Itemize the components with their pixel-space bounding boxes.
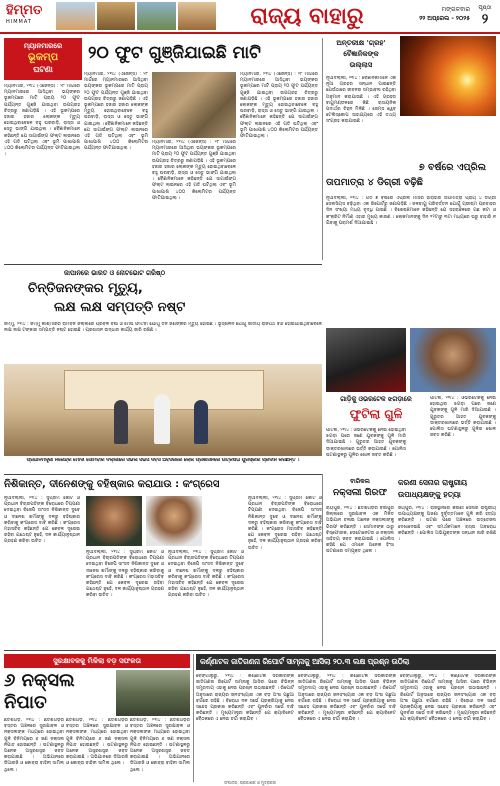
figure-right: [194, 400, 208, 444]
strip-photo-2: [97, 2, 136, 30]
pm-photo-caption: ପ୍ରଧାନମନ୍ତ୍ରୀ ନରେନ୍ଦ୍ର ମୋଦୀ ସୋମବାର ଦିଲ୍ଲୀରେ ସିଭିଲ ସର୍ଭିସ ଦିବସ ଅବସରରେ ଲୋକ ପ୍ରଶାସନରେ ଉତ୍କର୍ଷତା ପୁରସ୍କାର ପ୍ରଦାନ କରିଛନ୍ତି ।: [26, 458, 300, 463]
karnataka-body-col2: ବେଙ୍ଗାଲୁରୁ, ୨୧ା୪ : କର୍ଣ୍ଣାଟକ ସରକାରଙ୍କ ଜାତିଗଣନା ରିପୋର୍ଟ ସାମ୍ନାକୁ ଆସିବା ପରେ ବିଭିନ୍ନ ସମ୍ପ୍ରଦାୟ ଏହାକୁ ନେଇ ପ୍ରଶ୍ନ ଉଠାଇଛନ୍ତି । ରିପୋର୍ଟ ଅନୁସାରେ ରାଜ୍ୟର ଜନସଂଖ୍ୟାର ଏକ ବଡ଼ ଅଂଶ ପଛୁଆ ବର୍ଗରେ ରହିଛି । ବିରୋଧୀ ଦଳ ସର୍ଭେ ପ୍ରକ୍ରିୟାକୁ ନେଇ ସନ୍ଦେହ ପ୍ରକାଶ କରିଛନ୍ତି ଏବଂ ପୁନର୍ବାର ସର୍ଭେ ଦାବି କରିଛନ୍ତି । ମୁଖ୍ୟମନ୍ତ୍ରୀ କହିଛନ୍ତି ଯେ କ୍ୟାବିନେଟ ବୈଠକରେ ଏ ନେଇ ଚର୍ଚ୍ଚା କରାଯିବ ।: [298, 674, 396, 723]
science-body: ନୂଆଦିଲ୍ଲୀ, ୨୧ା୪ : ବୈଜ୍ଞାନିକମାନେ ଏକ ନୂଆ ଗ୍ରହର ସନ୍ଧାନ ପାଇଛନ୍ତି ଯେଉଁଠାରେ ଜୀବନର ସମ୍ଭାବନା ରହିଥିବା ଅନୁମାନ କରାଯାଉଛି । ଏହି ଗ୍ରହର ବାୟୁମଣ୍ଡଳରେ କିଛି ରାସାୟନିକ ପଦାର୍ଥର ଚିହ୍ନ ମିଳିଛି । ଜେମ୍ସ ୱେବ୍ ଟେଲିସ୍କୋପ ସାହାଯ୍ୟରେ ଏହି ତଥ୍ୟ ସଂଗ୍ରହ କରାଯାଇଛି ।: [326, 76, 396, 125]
nishikant-photo: [86, 496, 142, 546]
pm-headline-block: [4, 268, 322, 320]
congress-body-col1: ନୂଆଦିଲ୍ଲୀ, ୨୧ା୪ : ସୁପ୍ରିମ କୋର୍ଟ ଓ ପ୍ରଧାନ ବିଚାରପତିଙ୍କ ବିରୋଧରେ ଟିପ୍ପଣୀ ଦେଇଥିବା ବିଜେପି ସାଂସଦ ନିଶିକାନ୍ତ ଦୁବେ ଓ ଦୀନେଶ ଶର୍ମାଙ୍କୁ ଦଳରୁ ବହିଷ୍କାର କରିବାକୁ କଂଗ୍ରେସ ଦାବି କରିଛି । କଂଗ୍ରେସ ମହାସଚିବ କହିଛନ୍ତି ଯେ କେବଳ ଦୂରେଇ ରହିବା ଯଥେଷ୍ଟ ନୁହେଁ, ଦଳ କାର୍ଯ୍ୟାନୁଷ୍ଠାନ ଗ୍ରହଣ କରିବା ଉଚିତ ।: [4, 496, 80, 545]
pm-figure: [154, 394, 170, 444]
figure-left: [114, 400, 128, 444]
pm-headline-line3: ଲକ୍ଷ ଲକ୍ଷ ସମ୍ପତ୍ତି ନଷ୍ଟ: [54, 300, 186, 315]
masthead-date: ୨୨ ଅପ୍ରେଲ - ୨୦୨୫: [419, 15, 470, 22]
footer-publisher: ସଂପାଦକ, ପ୍ରକାଶକ ଓ ମୁଦ୍ରାକର: [224, 780, 276, 785]
column-divider: [322, 474, 323, 646]
quake-headline: ୨୦ ଫୁଟ ଗୁଞ୍ଜିଯାଇଛି ମାଟି: [88, 43, 261, 63]
quake-kicker-line3: ଘଟଣା: [33, 65, 53, 74]
quake-body-col3: ମ୍ୟାନମାର, ୨୧ା୪ (ଏଜେନ୍ସି) : ୨୮ ମାର୍ଚ୍ଚରେ ମ୍ୟାନମାରରେ ଆସିଥିବା ଭୟଙ୍କର ଭୂକମ୍ପରେ ମାଟି ପ୍ରାୟ ୨୦ ଫୁଟ ପର୍ଯ୍ୟନ୍ତ ଗୁଞ୍ଜି ଯାଇଥିବା ଉପଗ୍ରହ ଚିତ୍ରରୁ ଜଣାପଡ଼ିଛି । ଏହି ଭୂକମ୍ପରେ ହଜାର ହଜାର ଲୋକଙ୍କ ମୃତ୍ୟୁ ହୋଇଥିବାବେଳେ ବହୁ ଘରବାଡ଼ି, ରାସ୍ତା ଓ ସେତୁ ଭାଙ୍ଗି ଯାଇଥିଲା । ବୈଜ୍ଞାନିକମାନେ କହିଛନ୍ତି ଯେ ସାଗାଇଁଙ୍ଗ ଫଲ୍ଟ ଲାଇନରେ ଏହି ଗତି ଘଟିଥିଲା ଏବଂ ଭୂମି ପାଖାପାଖି ୪୦୦ କିଲୋମିଟର ପର୍ଯ୍ୟନ୍ତ ଫାଟିଯାଇଥିଲା ।: [152, 140, 236, 201]
quake-kicker-line2: ଭୂକମ୍ପ: [27, 52, 59, 63]
quake-body-col2: ମ୍ୟାନମାର, ୨୧ା୪ (ଏଜେନ୍ସି) : ୨୮ ମାର୍ଚ୍ଚରେ ମ୍ୟାନମାରରେ ଆସିଥିବା ଭୟଙ୍କର ଭୂକମ୍ପରେ ମାଟି ପ୍ରାୟ ୨୦ ଫୁଟ ପର୍ଯ୍ୟନ୍ତ ଗୁଞ୍ଜି ଯାଇଥିବା ଉପଗ୍ରହ ଚିତ୍ରରୁ ଜଣାପଡ଼ିଛି । ଏହି ଭୂକମ୍ପରେ ହଜାର ହଜାର ଲୋକଙ୍କ ମୃତ୍ୟୁ ହୋଇଥିବାବେଳେ ବହୁ ଘରବାଡ଼ି, ରାସ୍ତା ଓ ସେତୁ ଭାଙ୍ଗି ଯାଇଥିଲା । ବୈଜ୍ଞାନିକମାନେ କହିଛନ୍ତି ଯେ ସାଗାଇଁଙ୍ଗ ଫଲ୍ଟ ଲାଇନରେ ଏହି ଗତି ଘଟିଥିଲା ଏବଂ ଭୂମି ପାଖାପାଖି ୪୦୦ କିଲୋମିଟର ପର୍ଯ୍ୟନ୍ତ ଫାଟିଯାଇଥିଲା ।: [84, 72, 148, 152]
pm-headline-line1: ଜାପାନରେ ଭାରତ ଓ ନୋଟଭୋଟ ଗରିଷ୍ଠ: [64, 269, 166, 277]
science-headline-line1: ଅନ୍ତରୀକ୍ଷ 'ଗ୍ରହ': [336, 39, 386, 47]
masthead-date-box: [400, 5, 470, 29]
naxal-body-col1: ଛତିଶଗଡ଼, ୨୧ା୪ : ଛତିଶଗଡ଼ର ବସ୍ତର ଅଞ୍ଚଳରେ ସୁରକ୍ଷାବଳ ଓ ନକ୍ସଲଙ୍କ ମଧ୍ୟରେ ହୋଇଥିବା ଗୁଳି ବିନିମୟରେ ୬ ଜଣ ନକ୍ସଲ ନିପାତ ହୋଇଛନ୍ତି । ଘଟଣାସ୍ଥଳରୁ ଅନେକ ଅସ୍ତ୍ରଶସ୍ତ୍ର ଜବତ କରାଯାଇଛି । ଅଭିଯାନରେ ଡିଆରଜି ଓ କୋବ୍ରା ବାହିନୀ ସାମିଲ ଥିଲେ ।: [4, 718, 64, 773]
science-headline-line2: ବୈଜ୍ଞାନିକଙ୍କ: [343, 50, 379, 58]
section-divider: [4, 474, 322, 475]
column-divider: [322, 38, 323, 260]
masthead-weekday: ମଙ୍ଗଳବାର: [441, 6, 470, 13]
science-headline: [326, 38, 396, 74]
arrest-kicker: ବାରିକଲ: [350, 478, 370, 485]
naxal-headline-line1: ୬ ନକ୍ସଲ: [4, 670, 75, 691]
victim-portrait: [410, 328, 496, 392]
arrest-body: ରାୟପୁର, ୨୧ା୪ : ଛତିଶଗଡ଼ର ବିଜାପୁର ଜିଲ୍ଲାରେ ସୁରକ୍ଷାବଳ ଏକ ମିଳିତ ଅଭିଯାନ ଚଳାଇ ଅନେକ ନକ୍ସଲୀଙ୍କୁ ଗିରଫ କରିଛନ୍ତି । ସେମାନଙ୍କ ଠାରୁ ବିସ୍ଫୋରକ, ଡେଟୋନେଟର ଓ ନକ୍ସଲ ସାହିତ୍ୟ ଜବତ କରାଯାଇଛି । ପୋଲିସ କହିଛି ଯେ ଏମାନେ ଅନେକ ହିଂସା ଘଟଣାରେ ସମ୍ପୃକ୍ତ ଥିଲେ ।: [326, 506, 394, 555]
strip-photo-4: [178, 2, 217, 30]
strip-photo-1: [56, 2, 95, 30]
naxal-headline: [4, 670, 114, 714]
congress-headline: ନିଶିକାନ୍ତ, ଦୀନେଶଙ୍କୁ ବହିଷ୍କାର କରାଯାଉ : କଂଗ୍ରେସ: [4, 479, 220, 490]
page-number-label: ପୃଷ୍ଠା: [478, 5, 492, 11]
karnataka-body-col1: ବେଙ୍ଗାଲୁରୁ, ୨୧ା୪ : କର୍ଣ୍ଣାଟକ ସରକାରଙ୍କ ଜାତିଗଣନା ରିପୋର୍ଟ ସାମ୍ନାକୁ ଆସିବା ପରେ ବିଭିନ୍ନ ସମ୍ପ୍ରଦାୟ ଏହାକୁ ନେଇ ପ୍ରଶ୍ନ ଉଠାଇଛନ୍ତି । ରିପୋର୍ଟ ଅନୁସାରେ ରାଜ୍ୟର ଜନସଂଖ୍ୟାର ଏକ ବଡ଼ ଅଂଶ ପଛୁଆ ବର୍ଗରେ ରହିଛି । ବିରୋଧୀ ଦଳ ସର୍ଭେ ପ୍ରକ୍ରିୟାକୁ ନେଇ ସନ୍ଦେହ ପ୍ରକାଶ କରିଛନ୍ତି ଏବଂ ପୁନର୍ବାର ସର୍ଭେ ଦାବି କରିଛନ୍ତି । ମୁଖ୍ୟମନ୍ତ୍ରୀ କହିଛନ୍ତି ଯେ କ୍ୟାବିନେଟ ବୈଠକରେ ଏ ନେଇ ଚର୍ଚ୍ଚା କରାଯିବ ।: [196, 674, 294, 723]
quake-body-col4: ମ୍ୟାନମାର, ୨୧ା୪ (ଏଜେନ୍ସି) : ୨୮ ମାର୍ଚ୍ଚରେ ମ୍ୟାନମାରରେ ଆସିଥିବା ଭୟଙ୍କର ଭୂକମ୍ପରେ ମାଟି ପ୍ରାୟ ୨୦ ଫୁଟ ପର୍ଯ୍ୟନ୍ତ ଗୁଞ୍ଜି ଯାଇଥିବା ଉପଗ୍ରହ ଚିତ୍ରରୁ ଜଣାପଡ଼ିଛି । ଏହି ଭୂକମ୍ପରେ ହଜାର ହଜାର ଲୋକଙ୍କ ମୃତ୍ୟୁ ହୋଇଥିବାବେଳେ ବହୁ ଘରବାଡ଼ି, ରାସ୍ତା ଓ ସେତୁ ଭାଙ୍ଗି ଯାଇଥିଲା । ବୈଜ୍ଞାନିକମାନେ କହିଛନ୍ତି ଯେ ସାଗାଇଁଙ୍ଗ ଫଲ୍ଟ ଲାଇନରେ ଏହି ଗତି ଘଟିଥିଲା ଏବଂ ଭୂମି ପାଖାପାଖି ୪୦୦ କିଲୋମିଟର ପର୍ଯ୍ୟନ୍ତ ଫାଟିଯାଇଥିଲା ।: [240, 72, 318, 140]
heat-body: ନୂଆଦିଲ୍ଲୀ, ୨୧ା୪ : ଗତ ୭ ବର୍ଷରେ ଏପ୍ରିଲ ମାସର ହାରାହାରି ତାପମାତ୍ରା ପ୍ରାୟ ୪ ଡିଗ୍ରୀ ସେଲସିୟସ ବଢ଼ିଥିବା ଏକ ରିପୋର୍ଟରୁ ଜଣାପଡ଼ିଛି । ଜଳବାୟୁ ପରିବର୍ତ୍ତନ ଯୋଗୁଁ ଗ୍ରୀଷ୍ମ ପ୍ରବାହର ଦିନ ସଂଖ୍ୟା ମଧ୍ୟ ବୃଦ୍ଧି ପାଇଛି । ବିଶେଷଜ୍ଞମାନେ କହିଛନ୍ତି ଯେ ସହରାଞ୍ଚଳରେ ଗଛ କଟା ଓ କଂକ୍ରିଟ ନିର୍ମାଣ ଏହାର ମୁଖ୍ୟ କାରଣ । ଲୋକମାନଙ୍କୁ ଦିନ ୧୨ଟାରୁ ୩ଟା ମଧ୍ୟରେ ଘରୁ ବାହାରି ନ ଯିବାକୁ ପରାମର୍ଶ ଦିଆଯାଇଛି ।: [326, 196, 496, 226]
pistol-photo: [326, 328, 406, 392]
section-divider: [4, 650, 496, 651]
quake-kicker-line1: ମ୍ୟାନମାରରେ: [23, 42, 63, 50]
quake-body-col1: ମ୍ୟାନମାର, ୨୧ା୪ (ଏଜେନ୍ସି) : ୨୮ ମାର୍ଚ୍ଚରେ ମ୍ୟାନମାରରେ ଆସିଥିବା ଭୟଙ୍କର ଭୂକମ୍ପରେ ମାଟି ପ୍ରାୟ ୨୦ ଫୁଟ ପର୍ଯ୍ୟନ୍ତ ଗୁଞ୍ଜି ଯାଇଥିବା ଉପଗ୍ରହ ଚିତ୍ରରୁ ଜଣାପଡ଼ିଛି । ଏହି ଭୂକମ୍ପରେ ହଜାର ହଜାର ଲୋକଙ୍କ ମୃତ୍ୟୁ ହୋଇଥିବାବେଳେ ବହୁ ଘରବାଡ଼ି, ରାସ୍ତା ଓ ସେତୁ ଭାଙ୍ଗି ଯାଇଥିଲା । ବୈଜ୍ଞାନିକମାନେ କହିଛନ୍ତି ଯେ ସାଗାଇଁଙ୍ଗ ଫଲ୍ଟ ଲାଇନରେ ଏହି ଗତି ଘଟିଥିଲା ଏବଂ ଭୂମି ପାଖାପାଖି ୪୦୦ କିଲୋମିଟର ପର୍ଯ୍ୟନ୍ତ ଫାଟିଯାଇଥିଲା ।: [4, 84, 80, 158]
page-number: ୨: [481, 12, 489, 27]
arrest-headline-block: [326, 477, 394, 505]
congress-body-col2: ନୂଆଦିଲ୍ଲୀ, ୨୧ା୪ : ସୁପ୍ରିମ କୋର୍ଟ ଓ ପ୍ରଧାନ ବିଚାରପତିଙ୍କ ବିରୋଧରେ ଟିପ୍ପଣୀ ଦେଇଥିବା ବିଜେପି ସାଂସଦ ନିଶିକାନ୍ତ ଦୁବେ ଓ ଦୀନେଶ ଶର୍ମାଙ୍କୁ ଦଳରୁ ବହିଷ୍କାର କରିବାକୁ କଂଗ୍ରେସ ଦାବି କରିଛି । କଂଗ୍ରେସ ମହାସଚିବ କହିଛନ୍ତି ଯେ କେବଳ ଦୂରେଇ ରହିବା ଯଥେଷ୍ଟ ନୁହେଁ, ଦଳ କାର୍ଯ୍ୟାନୁଷ୍ଠାନ ଗ୍ରହଣ କରିବା ଉଚିତ ।: [86, 550, 164, 599]
quake-satellite-photo: [152, 72, 236, 138]
congress-body-col3: ନୂଆଦିଲ୍ଲୀ, ୨୧ା୪ : ସୁପ୍ରିମ କୋର୍ଟ ଓ ପ୍ରଧାନ ବିଚାରପତିଙ୍କ ବିରୋଧରେ ଟିପ୍ପଣୀ ଦେଇଥିବା ବିଜେପି ସାଂସଦ ନିଶିକାନ୍ତ ଦୁବେ ଓ ଦୀନେଶ ଶର୍ମାଙ୍କୁ ଦଳରୁ ବହିଷ୍କାର କରିବାକୁ କଂଗ୍ରେସ ଦାବି କରିଛି । କଂଗ୍ରେସ ମହାସଚିବ କହିଛନ୍ତି ଯେ କେବଳ ଦୂରେଇ ରହିବା ଯଥେଷ୍ଟ ନୁହେଁ, ଦଳ କାର୍ଯ୍ୟାନୁଷ୍ଠାନ ଗ୍ରହଣ କରିବା ଉଚିତ ।: [168, 550, 244, 599]
congress-body-col4: ନୂଆଦିଲ୍ଲୀ, ୨୧ା୪ : ସୁପ୍ରିମ କୋର୍ଟ ଓ ପ୍ରଧାନ ବିଚାରପତିଙ୍କ ବିରୋଧରେ ଟିପ୍ପଣୀ ଦେଇଥିବା ବିଜେପି ସାଂସଦ ନିଶିକାନ୍ତ ଦୁବେ ଓ ଦୀନେଶ ଶର୍ମାଙ୍କୁ ଦଳରୁ ବହିଷ୍କାର କରିବାକୁ କଂଗ୍ରେସ ଦାବି କରିଛି । କଂଗ୍ରେସ ମହାସଚିବ କହିଛନ୍ତି ଯେ କେବଳ ଦୂରେଇ ରହିବା ଯଥେଷ୍ଟ ନୁହେଁ, ଦଳ କାର୍ଯ୍ୟାନୁଷ୍ଠାନ ଗ୍ରହଣ କରିବା ଉଚିତ ।: [248, 496, 322, 551]
overtake-headline-line2: ଫୁଟିଲା ଗୁଳି: [349, 407, 403, 421]
masthead-logo-sub: HIMMAT: [6, 19, 32, 25]
masthead-logo: [6, 3, 54, 31]
karnataka-headline: କର୍ଣ୍ଣାଟକ ଜାତିଗଣନା ରିପୋର୍ଟ ସାମ୍ନାକୁ ଆସିଲା ୨୦.୩ ଲକ୍ଷ ପ୍ରଶ୍ନ ଉଠିଲା: [196, 654, 496, 670]
masthead: [0, 0, 500, 34]
naxal-body-col3: ଛତିଶଗଡ଼, ୨୧ା୪ : ଛତିଶଗଡ଼ର ବସ୍ତର ଅଞ୍ଚଳରେ ସୁରକ୍ଷାବଳ ଓ ନକ୍ସଲଙ୍କ ମଧ୍ୟରେ ହୋଇଥିବା ଗୁଳି ବିନିମୟରେ ୬ ଜଣ ନକ୍ସଲ ନିପାତ ହୋଇଛନ୍ତି । ଘଟଣାସ୍ଥଳରୁ ଅନେକ ଅସ୍ତ୍ରଶସ୍ତ୍ର ଜବତ କରାଯାଇଛି । ଅଭିଯାନରେ ଡିଆରଜି ଓ କୋବ୍ରା ବାହିନୀ ସାମିଲ ଥିଲେ ।: [130, 718, 190, 773]
page-title: ରାଜ୍ୟ ବାହାରୁ: [250, 4, 364, 29]
naxal-body-col2: ଛତିଶଗଡ଼, ୨୧ା୪ : ଛତିଶଗଡ଼ର ବସ୍ତର ଅଞ୍ଚଳରେ ସୁରକ୍ଷାବଳ ଓ ନକ୍ସଲଙ୍କ ମଧ୍ୟରେ ହୋଇଥିବା ଗୁଳି ବିନିମୟରେ ୬ ଜଣ ନକ୍ସଲ ନିପାତ ହୋଇଛନ୍ତି । ଘଟଣାସ୍ଥଳରୁ ଅନେକ ଅସ୍ତ୍ରଶସ୍ତ୍ର ଜବତ କରାଯାଇଛି । ଅଭିଯାନରେ ଡିଆରଜି ଓ କୋବ୍ରା ବାହିନୀ ସାମିଲ ଥିଲେ ।: [66, 718, 128, 767]
dinesh-photo: [146, 496, 202, 546]
arrest-headline: ନକ୍ସଲୀ ଗିରଫ: [332, 488, 388, 498]
science-headline-line3: ଉଲ୍ଲାସ: [349, 61, 373, 69]
naxal-kicker: ସୁରକ୍ଷାବଳକୁ ମିଳିଲା ବଡ଼ ସଫଳତା: [4, 654, 190, 668]
pm-headline-line2: ଚିନ୍ତିଜନଙ୍କର ମୃତ୍ୟୁ,: [28, 281, 143, 296]
pm-event-photo: [4, 364, 322, 456]
heat-headline-line1: ୭ ବର୍ଷରେ ଏପ୍ରିଲ: [418, 162, 486, 173]
quake-kicker: [4, 38, 82, 80]
heat-headline: [326, 160, 496, 194]
heat-headline-line2: ତାପମାତ୍ରା ୪ ଡିଗ୍ରୀ ବଢ଼ିଛି: [326, 177, 423, 188]
overtake-body-col2: ପାଟନା, ୨୧ା୪ : ଓଭରଟେକକୁ ନେଇ ହୋଇଥିବା ଝଗଡ଼ା ପରେ ଜଣେ ଯୁବକଙ୍କୁ ଗୁଳି ମାରି ଦିଆଯାଇଛି । ଗୁରୁତର ଆହତ ଯୁବକଙ୍କୁ ଡାକ୍ତରଖାନାରେ ଭର୍ତ୍ତି କରାଯାଇଛି । ପୋଲିସ ଘଟଣାସ୍ଥଳରୁ ଗୁଳିର ଖୋଳ ଜବତ କରିଛି ।: [430, 396, 496, 439]
karnataka-body-col3: ବେଙ୍ଗାଲୁରୁ, ୨୧ା୪ : କର୍ଣ୍ଣାଟକ ସରକାରଙ୍କ ଜାତିଗଣନା ରିପୋର୍ଟ ସାମ୍ନାକୁ ଆସିବା ପରେ ବିଭିନ୍ନ ସମ୍ପ୍ରଦାୟ ଏହାକୁ ନେଇ ପ୍ରଶ୍ନ ଉଠାଇଛନ୍ତି । ରିପୋର୍ଟ ଅନୁସାରେ ରାଜ୍ୟର ଜନସଂଖ୍ୟାର ଏକ ବଡ଼ ଅଂଶ ପଛୁଆ ବର୍ଗରେ ରହିଛି । ବିରୋଧୀ ଦଳ ସର୍ଭେ ପ୍ରକ୍ରିୟାକୁ ନେଇ ସନ୍ଦେହ ପ୍ରକାଶ କରିଛନ୍ତି ଏବଂ ପୁନର୍ବାର ସର୍ଭେ ଦାବି କରିଛନ୍ତି । ମୁଖ୍ୟମନ୍ତ୍ରୀ କହିଛନ୍ତି ଯେ କ୍ୟାବିନେଟ ବୈଠକରେ ଏ ନେଇ ଚର୍ଚ୍ଚା କରାଯିବ ।: [400, 674, 496, 723]
karni-headline: କରଣୀ ସେନାର ରାଷ୍ଟ୍ରୀୟ ଉପାଧ୍ୟକ୍ଷଙ୍କୁ ହତ୍ୟା: [398, 478, 468, 499]
column-divider: [193, 654, 194, 782]
naxal-forces-photo: [116, 670, 190, 716]
masthead-logo-text: ହିମ୍ମତ: [6, 3, 43, 18]
strip-photo-3: [137, 2, 176, 30]
pm-body: ଜମ୍ମୁ, ୨୧ା୪ : ଜମ୍ମୁ କାଶ୍ମୀରର ରାମବନ ଜିଲ୍ଲାରେ ପ୍ରବଳ ବର୍ଷା ଓ ମେଘ ଫାଟିବା ଯୋଗୁଁ ତିନି ଜଣଙ୍କର ମୃତ୍ୟୁ ହୋଇଛି । ଭୂସ୍ଖଳନ ଯୋଗୁଁ ଜାତୀୟ ରାଜପଥ ବନ୍ଦ ହୋଇଯାଇଥିବାବେଳେ ଲକ୍ଷ ଲକ୍ଷ ଟଙ୍କାର ସମ୍ପତ୍ତି ନଷ୍ଟ ହୋଇଛି । ପ୍ରଶାସନ ଉଦ୍ଧାର କାର୍ଯ୍ୟ ଜାରି ରଖିଛି ।: [4, 322, 322, 334]
section-divider: [4, 264, 322, 265]
overtake-headline: [326, 394, 426, 426]
overtake-body-col1: ପାଟନା, ୨୧ା୪ : ଓଭରଟେକକୁ ନେଇ ହୋଇଥିବା ଝଗଡ଼ା ପରେ ଜଣେ ଯୁବକଙ୍କୁ ଗୁଳି ମାରି ଦିଆଯାଇଛି । ଗୁରୁତର ଆହତ ଯୁବକଙ୍କୁ ଡାକ୍ତରଖାନାରେ ଭର୍ତ୍ତି କରାଯାଇଛି । ପୋଲିସ ଘଟଣାସ୍ଥଳରୁ ଗୁଳିର ଖୋଳ ଜବତ କରିଛି ।: [326, 428, 406, 458]
naxal-headline-line2: ନିପାତ: [4, 692, 47, 713]
overtake-headline-line1: ଗାଡ଼ିକୁ ଓଭରଟେକ ଝଗଡ଼ାରେ: [340, 395, 412, 403]
page-number-box: [474, 4, 496, 30]
masthead-photo-strip: [56, 2, 216, 30]
sunset-photo: [400, 36, 496, 116]
karni-body: ଜୟପୁର, ୨୧ା୪ : ରାଜସ୍ଥାନରେ କରଣୀ ସେନାର ରାଷ୍ଟ୍ରୀୟ ଉପାଧ୍ୟକ୍ଷଙ୍କୁ ଅଜଣା ଦୁର୍ବୃତ୍ତମାନେ ଗୁଳି କରି ହତ୍ୟା କରିଛନ୍ତି । ଘଟଣା ପରେ ଅଞ୍ଚଳରେ ଉତ୍ତେଜନା ଦେଖାଦେଇଛି ଏବଂ ସମର୍ଥକମାନେ ରାସ୍ତା ଅବରୋଧ କରିଛନ୍ତି । ପୋଲିସ ଅଭିଯୁକ୍ତଙ୍କ ସନ୍ଧାନ ଜାରି ରଖିଛି ।: [398, 506, 496, 543]
